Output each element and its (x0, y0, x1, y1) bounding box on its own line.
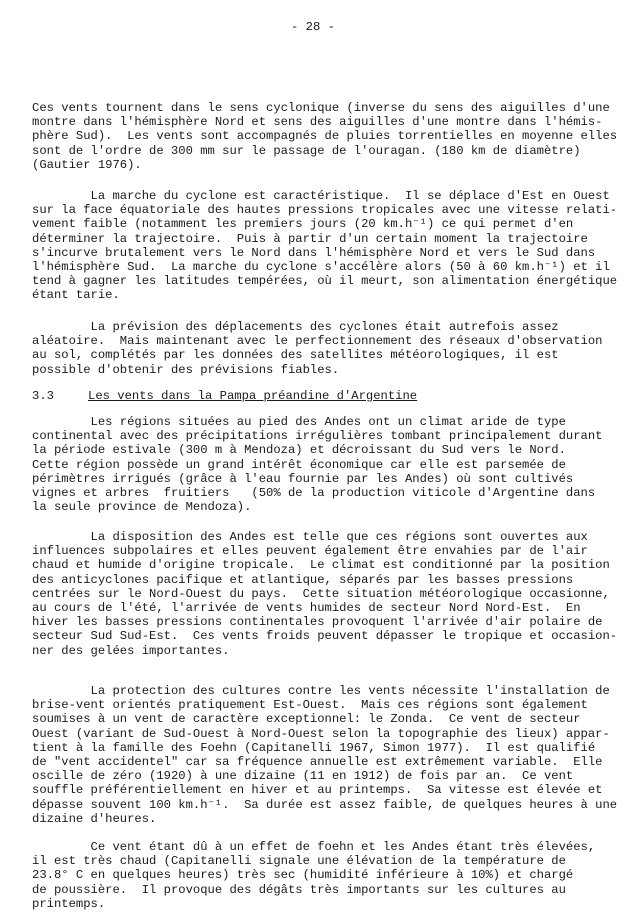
text-line: printemps. (32, 896, 106, 911)
text-line: Ces vents tournent dans le sens cyclonique (inverse du sens des aiguilles d'une (32, 101, 610, 115)
text-line: (Gautier 1976). (32, 157, 142, 172)
text-line: périmètres irrigués (grâce à l'eau fournie par les Andes) où sont cultivés (32, 471, 574, 486)
paragraph-pampa-climate (32, 415, 612, 514)
text-line: hiver les basses pressions continentales provoquent l'arrivée d'air polaire de (32, 615, 603, 630)
text-line: dizaine d'heures. (32, 811, 157, 826)
text-line: des anticyclones pacifique et atlantique, séparés par les basses pressions (32, 572, 574, 587)
text-line: chaud et humide d'origine tropicale. Le climat est conditionné par la position (32, 558, 610, 573)
text-line: sont de l'ordre de 300 mm sur le passage de l'ouragan. (180 km de diamètre) (32, 143, 581, 158)
text-line: vement faible (notamment les premiers jours (20 km.h⁻¹) ce qui permet d'en (32, 217, 574, 232)
text-line: au cours de l'été, l'arrivée de vents humides de secteur Nord Nord-Est. En (32, 600, 581, 615)
paragraph-cyclone-winds (32, 101, 618, 172)
text-line: étant tarie. (32, 288, 120, 303)
paragraph-foehn-effect (32, 840, 612, 911)
text-line: la seule province de Mendoza). (32, 500, 252, 515)
text-line: La protection des cultures contre les vents nécessite l'installation de (32, 684, 610, 698)
paragraph-cyclone-path (32, 189, 618, 303)
text-line: déterminer la trajectoire. Puis à partir d'un certain moment la trajectoire (32, 231, 588, 246)
text-line: centrées sur le Nord-Ouest du pays. Cette situation météorologique occasionne, (32, 586, 610, 601)
text-line: sur la face équatoriale des hautes pressions tropicales avec une vitesse relati- (32, 203, 618, 218)
text-line: il est très chaud (Capitanelli signale une élévation de la température de (32, 854, 566, 869)
text-line: au sol, complétés par les données des satellites météorologiques, il est (32, 348, 559, 363)
text-line: oscille de zéro (1920) à une dizaine (11 en 1912) de fois par an. Ce vent (32, 769, 574, 784)
text-line: La disposition des Andes est telle que ces régions sont ouvertes aux (32, 530, 588, 544)
text-line: phère Sud). Les vents sont accompagnés de pluies torrentielles en moyenne elles (32, 129, 618, 144)
text-line: Cette région possède un grand intérêt économique car elle est parsemée de (32, 457, 566, 472)
paragraph-cyclone-forecast (32, 320, 612, 377)
text-line: possible d'obtenir des prévisions fiables. (32, 362, 340, 377)
text-line: Ouest (variant de Sud-Ouest à Nord-Ouest selon la topographie des lieux) appar- (32, 726, 610, 741)
text-line: Les régions situées au pied des Andes ont un climat aride de type (32, 415, 566, 429)
paragraph-zonda-wind (32, 684, 618, 826)
text-line: la période estivale (300 m à Mendoza) et décroissant du Sud vers le Nord. (32, 443, 566, 458)
text-line: Ce vent étant dû à un effet de foehn et les Andes étant très élevées, (32, 840, 596, 854)
text-line: soumises à un vent de caractère exceptionnel: le Zonda. Ce vent de secteur (32, 712, 581, 727)
text-line: continental avec des précipitations irrégulières tombant principalement durant (32, 429, 603, 444)
text-line: tend à gagner les latitudes tempérées, où il meurt, son alimentation énergétique (32, 274, 618, 289)
text-line: souffle préférentiellement en hiver et au printemps. Sa vitesse est élevée et (32, 783, 603, 798)
text-line: La marche du cyclone est caractéristique. Il se déplace d'Est en Ouest (32, 189, 610, 203)
text-line: secteur Sud Sud-Est. Ces vents froids peuvent dépasser le tropique et occasion- (32, 629, 618, 644)
text-line: de poussière. Il provoque des dégâts très importants sur les cultures au (32, 882, 566, 897)
text-line: brise-vent orientés pratiquement Est-Ouest. Mais ces régions sont également (32, 698, 588, 713)
text-line: de "vent accidentel" car sa fréquence annuelle est extrêmement variable. Elle (32, 754, 603, 769)
text-line: tient à la famille des Foehn (Capitanelli 1967, Simon 1977). Il est qualifié (32, 740, 596, 755)
text-line: vignes et arbres fruitiers (50% de la production viticole d'Argentine dans (32, 485, 596, 500)
text-line: influences subpolaires et elles peuvent également être envahies par de l'air (32, 544, 588, 559)
text-line: s'incurve brutalement vers le Nord dans l'hémisphère Nord et vers le Sud dans (32, 245, 596, 260)
text-line: montre dans l'hémisphère Nord et sens des aiguilles d'une montre dans l'hémis- (32, 115, 603, 130)
page-number: - 28 - (291, 20, 335, 34)
text-line: l'hémisphère Sud. La marche du cyclone s'accélère alors (50 à 60 km.h⁻¹) et il (32, 259, 610, 274)
text-line: 23.8° C en quelques heures) très sec (humidité inférieure à 10%) et chargé (32, 868, 574, 883)
text-line: La prévision des déplacements des cyclones était autrefois assez (32, 320, 559, 334)
text-line: ner des gelées importantes. (32, 643, 230, 658)
text-line: aléatoire. Mais maintenant avec le perfectionnement des réseaux d'observation (32, 334, 603, 349)
section-number: 3.3 (32, 389, 54, 403)
section-title: Les vents dans la Pampa préandine d'Argentine (88, 389, 418, 403)
text-line: dépasse souvent 100 km.h⁻¹. Sa durée est assez faible, de quelques heures à une (32, 797, 618, 812)
paragraph-andes-disposition (32, 530, 618, 658)
